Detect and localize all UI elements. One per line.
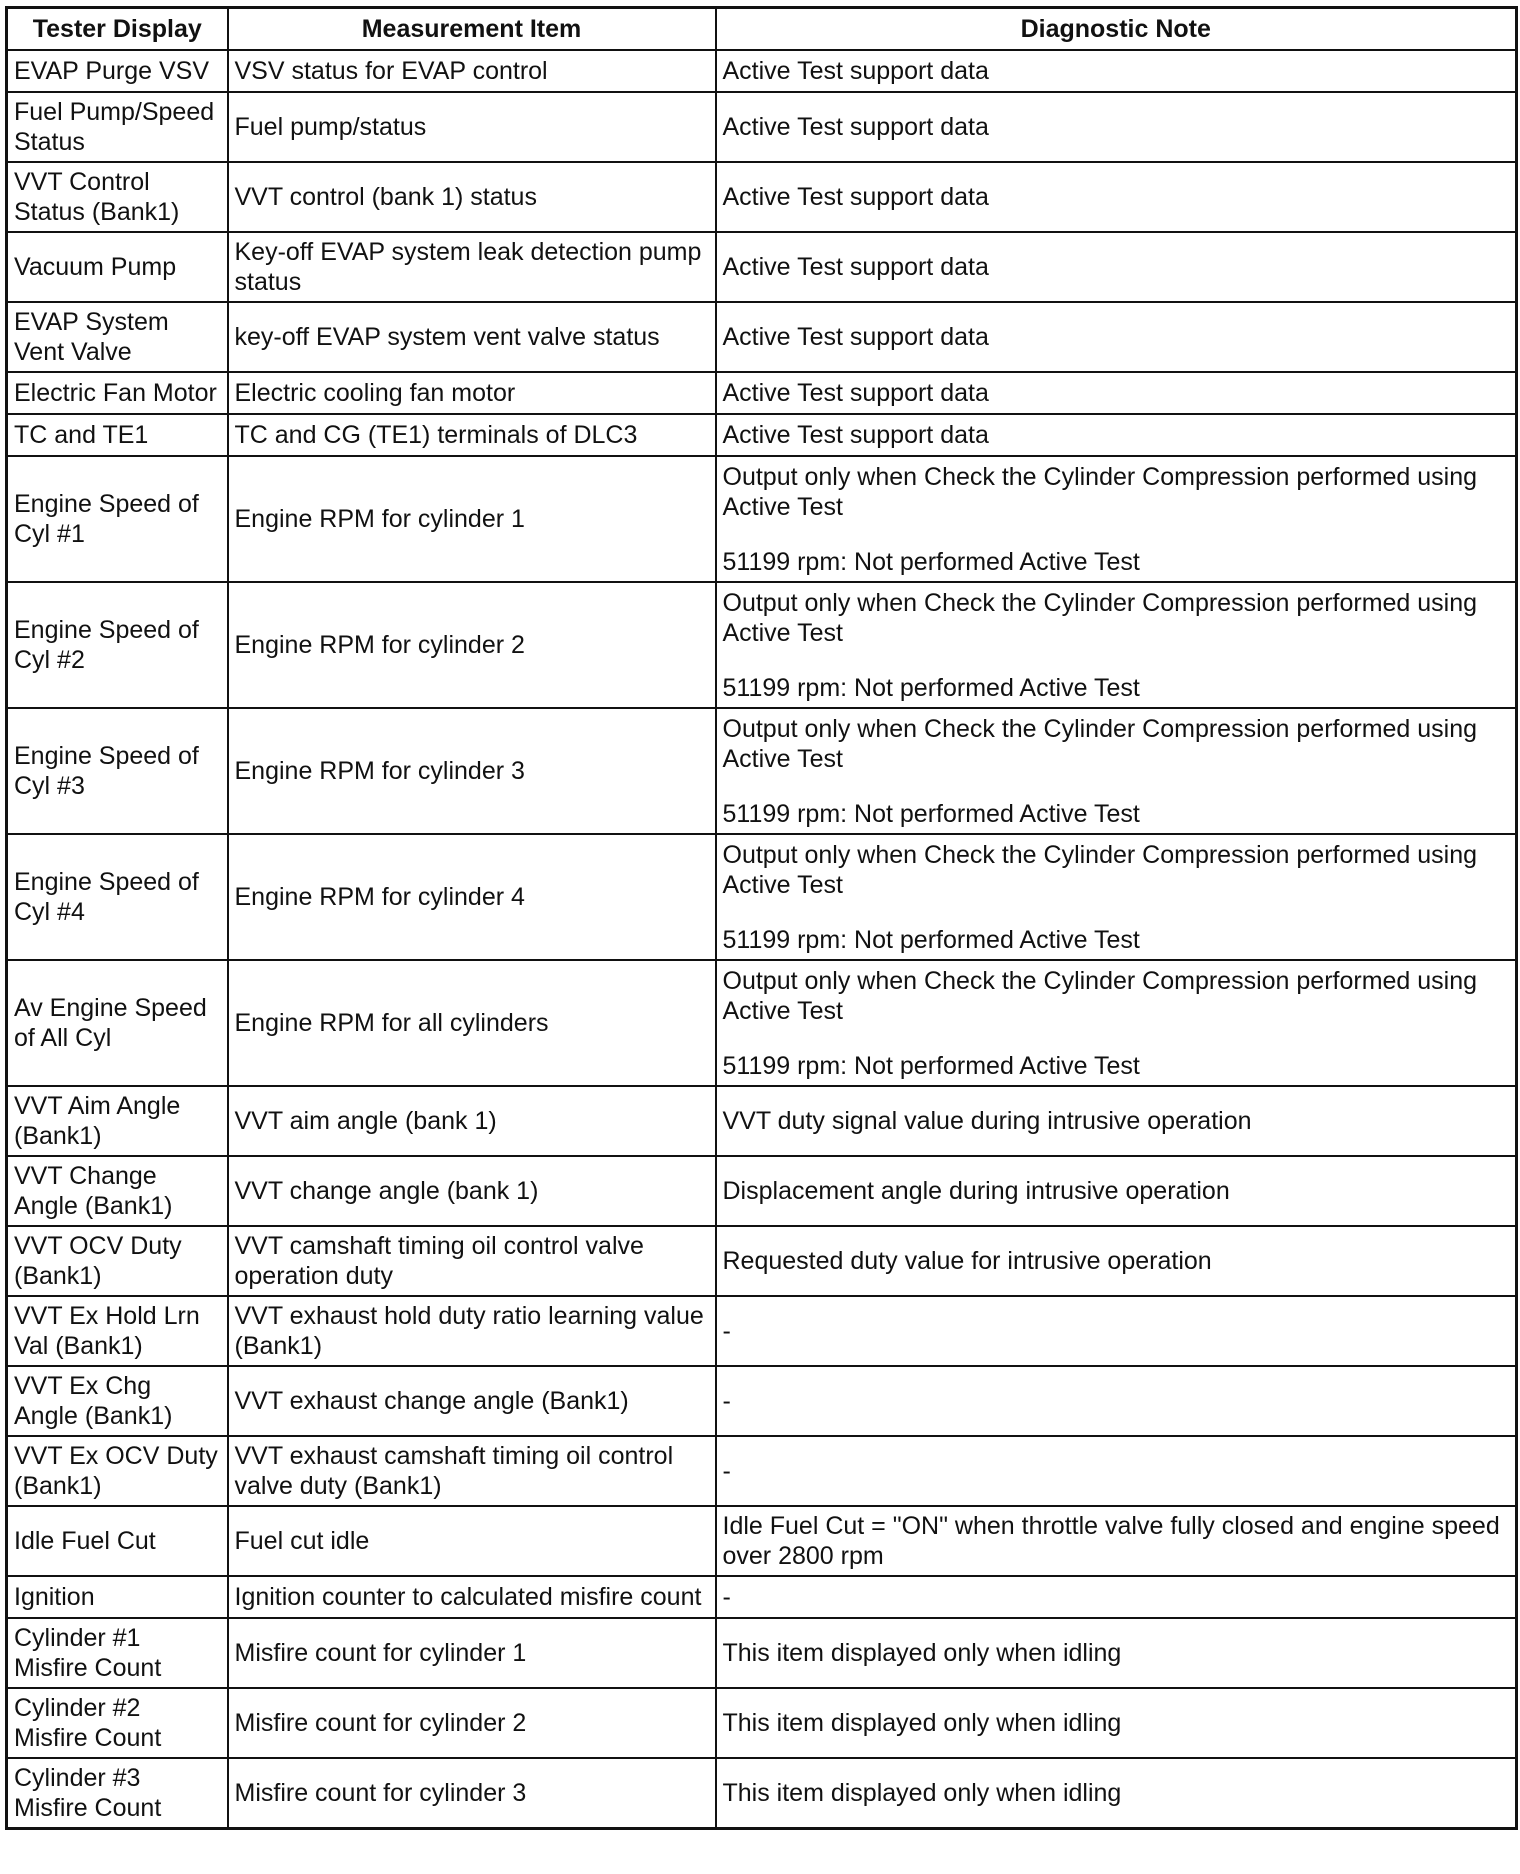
cell-diagnostic-note — [716, 1688, 1517, 1758]
cell-tester-display: Cylinder #1 Misfire Count — [7, 1618, 228, 1688]
table-row — [7, 50, 1517, 92]
cell-tester-display: EVAP System Vent Valve — [7, 302, 228, 372]
cell-tester-display: Av Engine Speed of All Cyl — [7, 960, 228, 1086]
cell-diagnostic-note — [716, 1296, 1517, 1366]
note-line: 51199 rpm: Not performed Active Test — [722, 799, 1140, 828]
table-row — [7, 960, 1517, 1086]
cell-diagnostic-note — [716, 1226, 1517, 1296]
note-line: - — [722, 1457, 731, 1485]
note-line: 51199 rpm: Not performed Active Test — [722, 673, 1140, 702]
note-line: Output only when Check the Cylinder Compression performed using Active Test — [722, 462, 1478, 521]
table-row — [7, 1758, 1517, 1829]
cell-measurement-item: Engine RPM for cylinder 1 — [228, 456, 716, 582]
cell-diagnostic-note — [716, 232, 1517, 302]
cell-diagnostic-note — [716, 302, 1517, 372]
note-line: This item displayed only when idling — [722, 1779, 1122, 1807]
table-row — [7, 1086, 1517, 1156]
cell-diagnostic-note — [716, 456, 1517, 582]
table-row — [7, 1296, 1517, 1366]
data-list-table — [5, 6, 1518, 1830]
cell-tester-display: Engine Speed of Cyl #4 — [7, 834, 228, 960]
cell-measurement-item: TC and CG (TE1) terminals of DLC3 — [228, 414, 716, 456]
table-row — [7, 372, 1517, 414]
cell-diagnostic-note — [716, 92, 1517, 162]
cell-tester-display: Electric Fan Motor — [7, 372, 228, 414]
cell-tester-display: Cylinder #2 Misfire Count — [7, 1688, 228, 1758]
note-line: - — [722, 1387, 731, 1415]
table-row — [7, 456, 1517, 582]
note-line: Output only when Check the Cylinder Compression performed using Active Test — [722, 840, 1478, 899]
table-row — [7, 414, 1517, 456]
cell-diagnostic-note — [716, 1618, 1517, 1688]
cell-tester-display: Engine Speed of Cyl #3 — [7, 708, 228, 834]
cell-tester-display: VVT Ex Hold Lrn Val (Bank1) — [7, 1296, 228, 1366]
cell-tester-display: Engine Speed of Cyl #1 — [7, 456, 228, 582]
note-spacer — [723, 774, 1510, 799]
cell-diagnostic-note — [716, 1156, 1517, 1226]
cell-measurement-item: Electric cooling fan motor — [228, 372, 716, 414]
cell-measurement-item: VVT aim angle (bank 1) — [228, 1086, 716, 1156]
table-header-row — [7, 8, 1517, 51]
cell-diagnostic-note — [716, 414, 1517, 456]
cell-tester-display: EVAP Purge VSV — [7, 50, 228, 92]
cell-measurement-item: VVT exhaust hold duty ratio learning value (Bank1) — [228, 1296, 716, 1366]
data-list-table-container — [5, 6, 1515, 1830]
cell-diagnostic-note — [716, 1758, 1517, 1829]
cell-tester-display: Idle Fuel Cut — [7, 1506, 228, 1576]
cell-diagnostic-note — [716, 372, 1517, 414]
note-line: Output only when Check the Cylinder Compression performed using Active Test — [722, 714, 1478, 773]
cell-diagnostic-note — [716, 960, 1517, 1086]
table-row — [7, 92, 1517, 162]
note-line: Output only when Check the Cylinder Compression performed using Active Test — [722, 966, 1478, 1025]
cell-tester-display: VVT Control Status (Bank1) — [7, 162, 228, 232]
table-row — [7, 582, 1517, 708]
cell-tester-display: VVT Ex OCV Duty (Bank1) — [7, 1436, 228, 1506]
note-line: Displacement angle during intrusive operation — [722, 1177, 1230, 1205]
cell-tester-display: VVT Aim Angle (Bank1) — [7, 1086, 228, 1156]
cell-measurement-item: Engine RPM for cylinder 4 — [228, 834, 716, 960]
cell-measurement-item: Engine RPM for cylinder 2 — [228, 582, 716, 708]
note-line: Active Test support data — [722, 57, 989, 85]
cell-measurement-item: VSV status for EVAP control — [228, 50, 716, 92]
table-row — [7, 1226, 1517, 1296]
cell-diagnostic-note — [716, 834, 1517, 960]
note-line: - — [722, 1317, 731, 1345]
cell-tester-display: VVT Ex Chg Angle (Bank1) — [7, 1366, 228, 1436]
header-measurement-item: Measurement Item — [228, 8, 716, 51]
table-row — [7, 1436, 1517, 1506]
note-line: 51199 rpm: Not performed Active Test — [722, 1051, 1140, 1080]
note-line: - — [722, 1583, 731, 1611]
note-line: Active Test support data — [722, 183, 989, 211]
cell-measurement-item: Fuel pump/status — [228, 92, 716, 162]
cell-measurement-item: Misfire count for cylinder 1 — [228, 1618, 716, 1688]
cell-diagnostic-note — [716, 1366, 1517, 1436]
cell-tester-display: Cylinder #3 Misfire Count — [7, 1758, 228, 1829]
cell-tester-display: VVT Change Angle (Bank1) — [7, 1156, 228, 1226]
cell-measurement-item: key-off EVAP system vent valve status — [228, 302, 716, 372]
cell-measurement-item: Fuel cut idle — [228, 1506, 716, 1576]
note-line: Requested duty value for intrusive operation — [722, 1247, 1212, 1275]
table-body — [7, 50, 1517, 1829]
cell-measurement-item: Engine RPM for all cylinders — [228, 960, 716, 1086]
note-spacer — [723, 1026, 1510, 1051]
note-line: 51199 rpm: Not performed Active Test — [722, 925, 1140, 954]
table-row — [7, 302, 1517, 372]
cell-tester-display: TC and TE1 — [7, 414, 228, 456]
cell-measurement-item: VVT exhaust camshaft timing oil control valve duty (Bank1) — [228, 1436, 716, 1506]
table-row — [7, 1366, 1517, 1436]
cell-diagnostic-note — [716, 1506, 1517, 1576]
note-line: Active Test support data — [722, 323, 989, 351]
note-line: This item displayed only when idling — [722, 1639, 1122, 1667]
cell-tester-display: Engine Speed of Cyl #2 — [7, 582, 228, 708]
note-line: 51199 rpm: Not performed Active Test — [722, 547, 1140, 576]
table-row — [7, 1618, 1517, 1688]
cell-measurement-item: Misfire count for cylinder 3 — [228, 1758, 716, 1829]
table-row — [7, 1576, 1517, 1618]
cell-diagnostic-note — [716, 1086, 1517, 1156]
note-line: Output only when Check the Cylinder Compression performed using Active Test — [722, 588, 1478, 647]
note-line: This item displayed only when idling — [722, 1709, 1122, 1737]
table-row — [7, 1688, 1517, 1758]
cell-measurement-item: VVT exhaust change angle (Bank1) — [228, 1366, 716, 1436]
cell-diagnostic-note — [716, 162, 1517, 232]
note-line: Active Test support data — [722, 253, 989, 281]
table-row — [7, 162, 1517, 232]
note-line: VVT duty signal value during intrusive operation — [722, 1107, 1252, 1135]
cell-measurement-item: VVT camshaft timing oil control valve operation duty — [228, 1226, 716, 1296]
table-row — [7, 1156, 1517, 1226]
note-line: Active Test support data — [722, 113, 989, 141]
cell-measurement-item: Engine RPM for cylinder 3 — [228, 708, 716, 834]
cell-diagnostic-note — [716, 50, 1517, 92]
note-spacer — [723, 900, 1510, 925]
cell-diagnostic-note — [716, 1436, 1517, 1506]
table-row — [7, 708, 1517, 834]
cell-tester-display: VVT OCV Duty (Bank1) — [7, 1226, 228, 1296]
cell-tester-display: Ignition — [7, 1576, 228, 1618]
note-spacer — [723, 648, 1510, 673]
cell-diagnostic-note — [716, 1576, 1517, 1618]
note-spacer — [723, 522, 1510, 547]
cell-measurement-item: Ignition counter to calculated misfire count — [228, 1576, 716, 1618]
header-tester-display: Tester Display — [7, 8, 228, 51]
table-row — [7, 834, 1517, 960]
note-line: Idle Fuel Cut = "ON" when throttle valve fully closed and engine speed over 2800 rpm — [722, 1512, 1500, 1570]
note-line: Active Test support data — [722, 421, 989, 449]
table-row — [7, 232, 1517, 302]
header-diagnostic-note: Diagnostic Note — [716, 8, 1517, 51]
cell-tester-display: Fuel Pump/Speed Status — [7, 92, 228, 162]
cell-diagnostic-note — [716, 708, 1517, 834]
note-line: Active Test support data — [722, 379, 989, 407]
table-row — [7, 1506, 1517, 1576]
cell-tester-display: Vacuum Pump — [7, 232, 228, 302]
cell-measurement-item: VVT control (bank 1) status — [228, 162, 716, 232]
cell-diagnostic-note — [716, 582, 1517, 708]
cell-measurement-item: Key-off EVAP system leak detection pump status — [228, 232, 716, 302]
cell-measurement-item: Misfire count for cylinder 2 — [228, 1688, 716, 1758]
cell-measurement-item: VVT change angle (bank 1) — [228, 1156, 716, 1226]
